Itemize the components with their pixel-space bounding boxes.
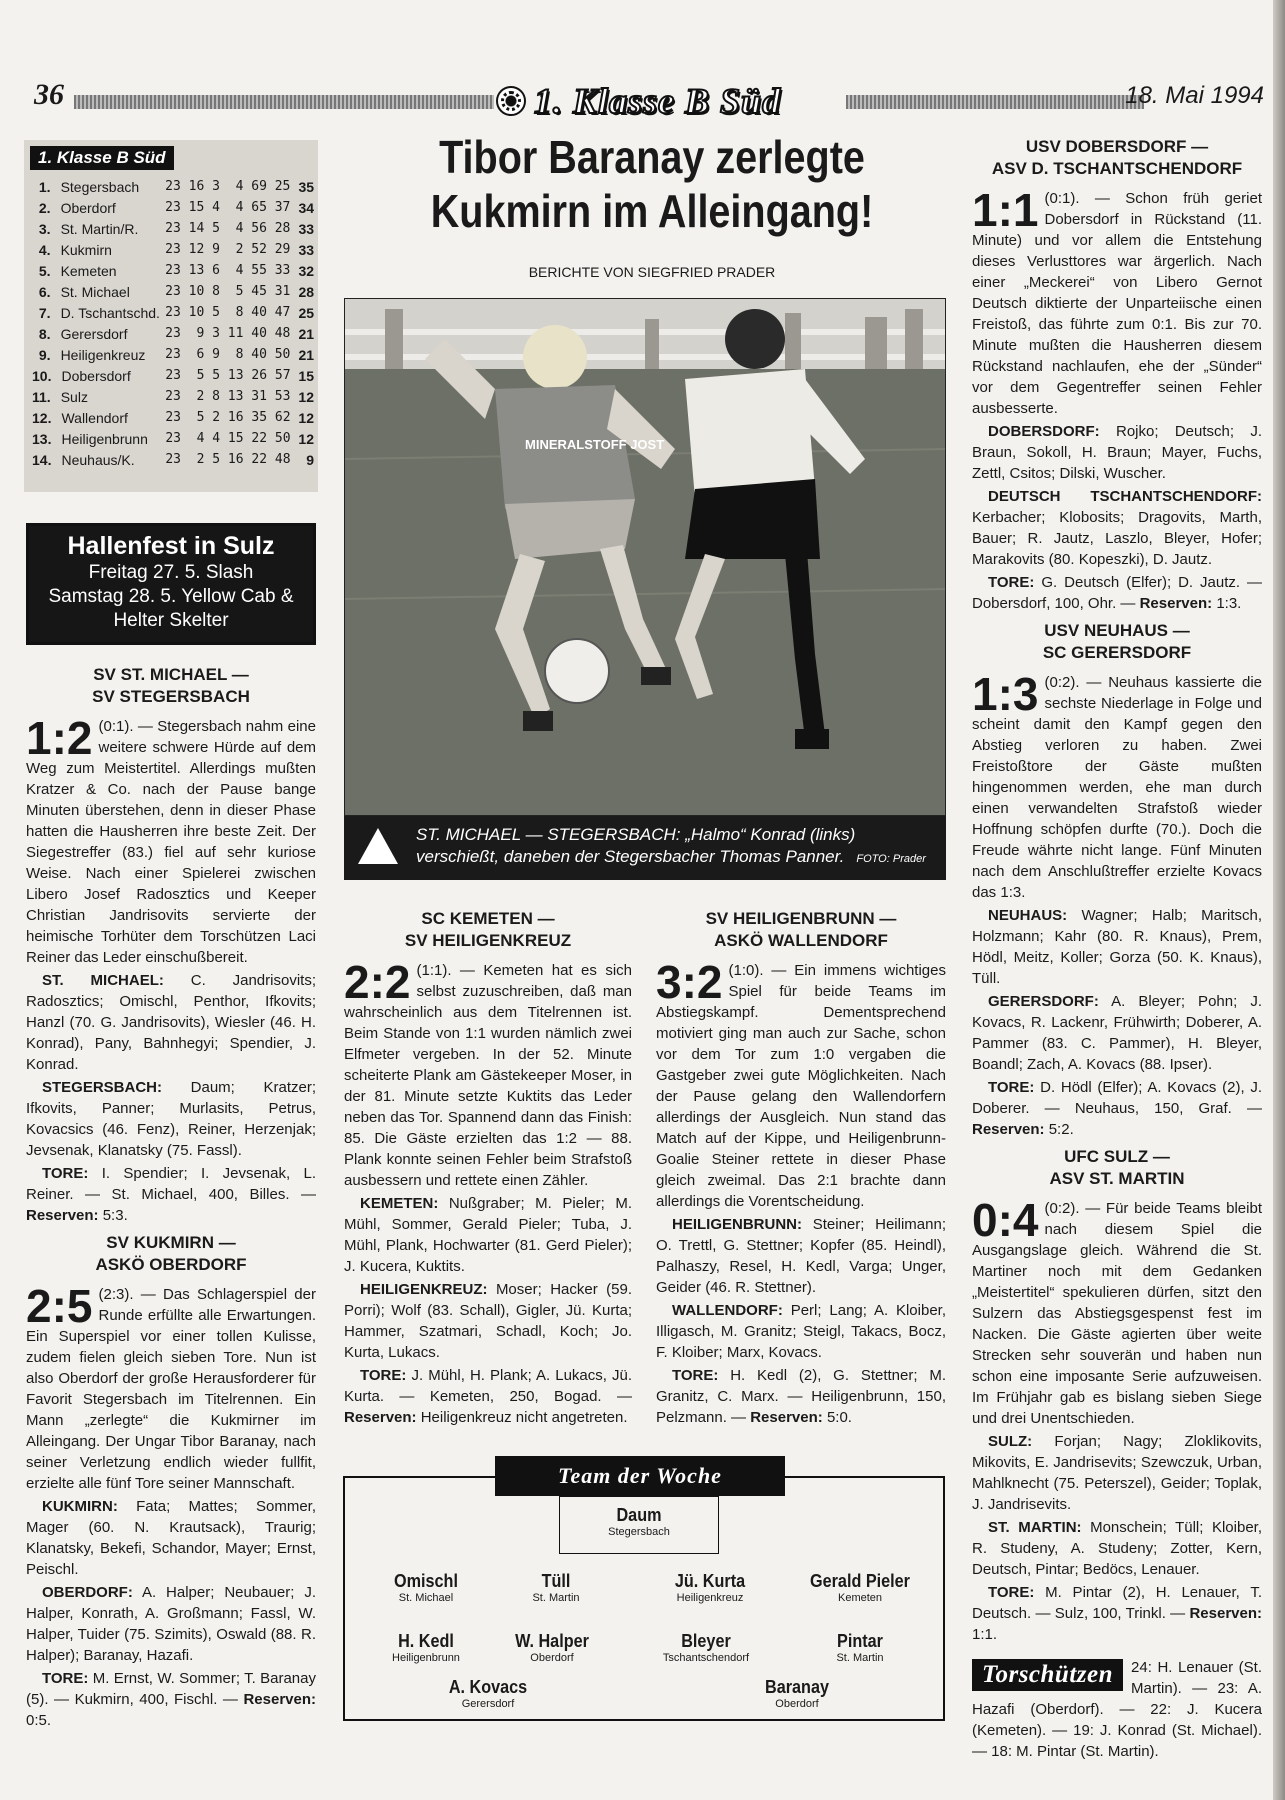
standings-team: Oberdorf (60, 199, 116, 216)
match-score: 1:3 (972, 668, 1039, 720)
header-rule-right (846, 95, 1144, 109)
lineup: HEILIGENBRUNN: Steiner; Heilimann; O. Trettl, G. Stettner; Kopfer (85. Heindl), Palhaszy, Resel, H. Kedl, Varga; Unger, Geider (46. R. Stettner). (656, 1216, 946, 1296)
tdw-player: Baranay Oberdorf (765, 1677, 829, 1710)
match-score: 1:1 (972, 184, 1039, 236)
standings-stats: 23 13 6 4 55 33 (165, 263, 291, 278)
standings-stats: 23 2 8 13 31 53 (165, 389, 291, 404)
standings-row (32, 344, 314, 365)
standings-row (32, 323, 314, 344)
goals: TORE: D. Hödl (Elfer); A. Kovacs (2), J. Doberer. — Neuhaus, 150, Graf. — Reserven: 5:2. (972, 1079, 1263, 1138)
standings-row (32, 260, 314, 281)
standings-points: 21 (298, 346, 315, 363)
standings-team: Kemeten (60, 262, 117, 279)
standings-rank: 1. (38, 178, 51, 195)
standings-rank: 12. (32, 409, 52, 426)
standings-rank: 5. (38, 262, 51, 279)
standings-table (24, 140, 318, 492)
standings-team: Heiligenkreuz (60, 346, 146, 363)
standings-team: Gerersdorf (60, 325, 128, 342)
match-title: USV DOBERSDORF — ASV D. TSCHANTSCHENDORF (991, 137, 1243, 178)
torschuetzen-text: 24: H. Lenauer (St. Martin). — 23: A. Hazafi (Oberdorf). — 22: J. Kucera (Kemeten). — 19: J. Konrad (St. Michael). — 18: M. Pintar (St. Martin). (972, 1659, 1262, 1760)
standings-rank: 4. (38, 241, 51, 258)
team-der-woche (343, 1463, 945, 1721)
goals: TORE: J. Mühl, H. Plank; A. Lukacs, Jü. Kurta. — Kemeten, 250, Bogad. — Reserven: Heiligenkreuz nicht angetreten. (344, 1367, 632, 1426)
article-byline: BERICHTE VON SIEGFRIED PRADER (528, 264, 776, 280)
torschuetzen-title: Torschützen (972, 1659, 1123, 1691)
match-title: SV KUKMIRN — ASKÖ OBERDORF (95, 1233, 247, 1274)
standings-rows (32, 176, 314, 470)
match-title: SV HEILIGENBRUNN — ASKÖ WALLENDORF (705, 909, 897, 950)
lineup: OBERDORF: A. Halper; Neubauer; J. Halper, Konrath, A. Großmann; Fassl, W. Halper, Tuider (75. Szimits), Oswald (88. R. Halper); Baranay, Hazafi. (26, 1584, 316, 1664)
standings-row (32, 218, 314, 239)
standings-points: 33 (298, 220, 315, 237)
standings-team: Neuhaus/K. (61, 451, 135, 468)
standings-row (32, 197, 314, 218)
standings-stats: 23 15 4 4 65 37 (165, 200, 291, 215)
tdw-player: Tüll St. Martin (532, 1571, 580, 1604)
article-headline: Tibor Baranay zerlegte Kukmirn im Alleingang! (430, 131, 874, 237)
match-title: UFC SULZ — ASV ST. MARTIN (1049, 1147, 1185, 1188)
goals: TORE: I. Spendier; I. Jevsenak, L. Reiner. — St. Michael, 400, Billes. — Reserven: 5:3. (26, 1165, 316, 1224)
goals: TORE: H. Kedl (2), G. Stettner; M. Granitz, C. Marx. — Heiligenbrunn, 150, Pelzmann. — Reserven: 5:0. (656, 1367, 946, 1426)
photo-caption (344, 816, 946, 880)
match-report: 0:4 (0:2). — Für beide Teams bleibt nach diesem Spiel die Ausgangslage gleich. Während die St. Martiner noch mit dem Gedanken „Meistertitel“ spekulieren dürfen, sitzt den Sulzern das Abstiegsgespenst fest im Nacken. Die Gäste agierten über weite Strecken sehr souverän und haben nun schon eine imposante Serie aufzuweisen. Im Frühjahr gab es bislang sieben Siege und drei Unentschieden. (972, 1194, 1262, 1427)
match-report: 1:3 (0:2). — Neuhaus kassierte die sechste Niederlage in Folge und scheint damit den Kampf gegen den Abstieg verloren zu haben. Zwei Freistoßtore der Gäste mußten hingenommen werden, ehe man durch einen verwandelten Strafstoß wieder Hoffnung schöpfen durfte (70.). Doch die Freude währte nicht lange. Fünf Minuten nach dem Anschlußtreffer erzielte Kovacs das 1:3. (972, 668, 1262, 901)
standings-rank: 2. (38, 199, 51, 216)
lineup: HEILIGENKREUZ: Moser; Hacker (59. Porri); Wolf (83. Schall), Gigler, Jü. Kurta; Hammer, Szatmari, Schadl, Koch; Jo. Kurta, Lukacs. (344, 1281, 632, 1361)
standings-stats: 23 6 9 8 40 50 (165, 347, 291, 362)
header-rule-left (74, 95, 494, 109)
tdw-player: W. Halper Oberdorf (515, 1631, 589, 1664)
standings-team: D. Tschantschd. (60, 304, 160, 321)
section-title-text: 1. Klasse B Süd (534, 81, 782, 121)
standings-team: Wallendorf (61, 409, 128, 426)
lineup: ST. MARTIN: Monschein; Tüll; Kloiber, R. Studeny, A. Studeny; Zotter, Kern, Deutsch, Pintar; Bedöcs, Lenauer. (972, 1519, 1262, 1578)
tdw-player: Bleyer Tschantschendorf (662, 1631, 750, 1664)
standings-stats: 23 10 5 8 40 47 (165, 305, 291, 320)
standings-stats: 23 2 5 16 22 48 (165, 452, 291, 467)
standings-points: 15 (298, 367, 314, 384)
match-report: 1:1 (0:1). — Schon früh geriet Dobersdorf in Rückstand (11. Minute) und vor allem die Entstehung dieses Verlusttores war ärgerlich. Nach einer „Meckerei“ von Libero Gernot Deutsch diktierte der Unparteiische einen Freistoß, das führte zum 0:1. Bis zur 70. Minute mußten die Hausherren diesem Rückstand nachlaufen, ehe der „Sünder“ vor dem Gegentreffer seinen Fehler ausbesserte. (972, 184, 1262, 417)
standings-row (32, 239, 314, 260)
shirt-text: MINERALSTOFF JOST (525, 437, 665, 452)
standings-points: 12 (298, 430, 314, 447)
standings-stats: 23 9 3 11 40 48 (165, 326, 291, 341)
standings-row (32, 281, 314, 302)
standings-rank: 9. (38, 346, 51, 363)
issue-date: 18. Mai 1994 (1125, 82, 1264, 109)
standings-stats: 23 10 8 5 45 31 (165, 284, 291, 299)
match-report: 1:2 (0:1). — Stegersbach nahm eine weitere schwere Hürde auf dem Weg zum Meistertitel. Allerdings mußten Kratzer & Co. nach der Pause bange Minuten überstehen, denn in dieser Phase hatten die Hausherren ihre beste Zeit. Der Siegestreffer (83.) fiel auf sehr kuriose Weise. Nach einer Spielerei zwischen Libero Josef Radosztics und Keeper Christian Jandrisovits servierte der heimische Torhüter dem Torschützen Laci Reiner das Leder einschußbereit. (26, 712, 316, 966)
ad-line: Helter Skelter (113, 610, 229, 631)
column-middle-right (656, 902, 946, 1430)
standings-rank: 7. (38, 304, 51, 321)
standings-team: Kukmirn (60, 241, 112, 258)
standings-team: St. Martin/R. (60, 220, 139, 237)
football-icon (496, 86, 526, 116)
standings-points: 34 (298, 199, 315, 216)
match-photo (344, 298, 946, 816)
lineup: DEUTSCH TSCHANTSCHENDORF: Kerbacher; Klobosits; Dragovits, Marth, Bauer; R. Jautz, Laszlo, Bleyer, Hofer; Marakovits (80. Kopeszki), D. Jautz. (972, 488, 1262, 568)
standings-points: 32 (298, 262, 315, 279)
page-spine (1273, 0, 1285, 1800)
standings-rank: 6. (38, 283, 51, 300)
lineup: GERERSDORF: A. Bleyer; Pohn; J. Kovacs, R. Lackenr, Frühwirth; Doberer, A. Pammer (83. C. Pammer), H. Bleyer, Boandl; Zach, A. Kovacs (88. Ipser). (972, 993, 1262, 1073)
standings-points: 9 (306, 451, 314, 468)
column-middle-left (344, 902, 632, 1430)
standings-team: St. Michael (60, 283, 130, 300)
standings-rank: 14. (32, 451, 52, 468)
standings-points: 28 (298, 283, 315, 300)
standings-rank: 11. (32, 388, 51, 405)
standings-points: 25 (298, 304, 315, 321)
goals: TORE: G. Deutsch (Elfer); D. Jautz. — Dobersdorf, 100, Ohr. — Reserven: 1:3. (972, 574, 1262, 612)
standings-stats: 23 5 2 16 35 62 (165, 410, 291, 425)
standings-row (32, 407, 314, 428)
page-number: 36 (34, 78, 64, 111)
ad-title: Hallenfest in Sulz (67, 532, 275, 560)
goals: TORE: M. Ernst, W. Sommer; T. Baranay (5). — Kukmirn, 400, Fischl. — Reserven: 0:5. (26, 1670, 316, 1729)
standings-stats: 23 5 5 13 26 57 (165, 368, 291, 383)
goals: TORE: M. Pintar (2), H. Lenauer, T. Deutsch. — Sulz, 100, Trinkl. — Reserven: 1:1. (972, 1584, 1263, 1643)
tdw-player: Gerald Pieler Kemeten (810, 1571, 910, 1604)
standings-team: Stegersbach (60, 178, 140, 195)
lineup: WALLENDORF: Perl; Lang; A. Kloiber, Illigasch, M. Granitz; Steigl, Takacs, Bocz, F. Kloiber; Marx, Kovacs. (656, 1302, 946, 1361)
standings-title: 1. Klasse B Süd (30, 146, 174, 170)
standings-rank: 8. (38, 325, 51, 342)
standings-row (32, 386, 314, 407)
lineup: KUKMIRN: Fata; Mattes; Sommer, Mager (60. N. Krautsack), Traurig; Klanatsky, Bekefi, Schandor, Mayer; Ernst, Peischl. (26, 1498, 316, 1578)
page-header (34, 78, 1264, 124)
match-score: 3:2 (656, 956, 723, 1008)
tdw-player: H. Kedl Heiligenbrunn (392, 1631, 460, 1664)
standings-points: 35 (298, 178, 315, 195)
standings-points: 12 (298, 388, 314, 405)
lineup: STEGERSBACH: Daum; Kratzer; Ifkovits, Panner; Murlasits, Petrus, Kovacsics (46. Fenz), Reiner, Herzenjak; Jevsenak, Klanatsky (75. Fassl). (26, 1079, 316, 1159)
photo-credit: FOTO: Prader (856, 853, 926, 865)
ad-line: Samstag 28. 5. Yellow Cab & (48, 586, 294, 607)
match-title: SC KEMETEN — SV HEILIGENKREUZ (404, 909, 572, 950)
standings-points: 33 (298, 241, 315, 258)
torschuetzen (972, 1657, 1262, 1762)
tdw-player: Daum Stegersbach (608, 1505, 670, 1538)
match-report: 2:5 (2:3). — Das Schlagerspiel der Runde erfüllte alle Erwartungen. Ein Superspiel vor einer tollen Kulisse, zudem fielen gleich sieben Tore. Nun ist also Oberdorf der große Herausforderer für Favorit Stegersbach im Titelrennen. Ein Mann „zerlegte“ die Kukmirner im Alleingang. Der Ungar Tibor Baranay, nach seiner Verletzung endlich wieder fullfit, erzielte alle fünf Tore seiner Mannschaft. (26, 1280, 316, 1492)
standings-row (32, 302, 314, 323)
standings-row (32, 365, 314, 386)
standings-stats: 23 16 3 4 69 25 (165, 179, 291, 194)
lineup: NEUHAUS: Wagner; Halb; Maritsch, Holzmann; Kahr (80. R. Knaus), Prem, Hödl, Meitz, Koller; Gorza (50. K. Knaus), Tüll. (972, 907, 1262, 987)
standings-stats: 23 12 9 2 52 29 (165, 242, 291, 257)
standings-points: 12 (298, 409, 314, 426)
tdw-player: A. Kovacs Gerersdorf (448, 1677, 528, 1710)
caption-triangle-icon (358, 828, 398, 864)
match-report: 2:2 (1:1). — Kemeten hat es sich selbst zuzuschreiben, daß man wahrscheinlich aus dem Titelrennen ist. Beim Stande von 1:1 wurden nämlich zwei Elfmeter vergeben. In der 52. Minute scheiterte Plank am Gästekeeper Moser, in der 81. Minute setzte Kuktits das Leder neben das Tor. Spannend dann das Finish: 85. Die Gäste erzielten das 1:2 — 88. Plank konnte seinen Fehler beim Strafstoß ausbessern und rettete einen Zähler. (344, 956, 632, 1189)
standings-team: Sulz (60, 388, 88, 405)
team-der-woche-title: Team der Woche (495, 1456, 785, 1496)
match-report: 3:2 (1:0). — Ein immens wichtiges Spiel für beide Teams im Abstiegskampf. Dementsprechend motiviert ging man auch zur Sache, schon vor dem Tor zum 1:0 vergaben die Gastgeber zwei gute Möglichkeiten. Nach der Pause gelang den Wallendorfern allerdings der Ausgleich. Nun stand das Match auf der Kippe, und Heiligenbrunn-Goalie Steiner rettete in dieser Phase gleich zweimal. Das 2:1 brachte dann allerdings die Vorentscheidung. (656, 956, 946, 1210)
lineup: ST. MICHAEL: C. Jandrisovits; Radosztics; Omischl, Penthor, Ifkovits; Hanzl (70. G. Jandrisovits), Wiesler (46. H. Konrad), Pany, Bahnhegyi; Spendier, J. Konrad. (26, 972, 316, 1073)
match-title: USV NEUHAUS — SC GERERSDORF (1042, 621, 1192, 662)
standings-row (32, 176, 314, 197)
caption-text: ST. MICHAEL — STEGERSBACH: „Halmo“ Konrad (links) verschießt, daneben der Stegersbacher Thomas Panner. (416, 825, 856, 866)
match-score: 2:2 (344, 956, 411, 1008)
tdw-player: Jü. Kurta Heiligenkreuz (674, 1571, 746, 1604)
standings-rank: 3. (38, 220, 51, 237)
standings-team: Heiligenbrunn (61, 430, 148, 447)
tdw-player: Pintar St. Martin (836, 1631, 884, 1664)
match-score: 1:2 (26, 712, 93, 764)
photo-illustration (345, 299, 946, 816)
standings-points: 21 (298, 325, 315, 342)
standings-row (32, 449, 314, 470)
hallenfest-ad (26, 523, 316, 645)
standings-row (32, 428, 314, 449)
column-right (972, 136, 1262, 1764)
standings-rank: 13. (32, 430, 52, 447)
tdw-player: Omischl St. Michael (394, 1571, 458, 1604)
column-left (26, 658, 316, 1733)
lineup: SULZ: Forjan; Nagy; Zloklikovits, Mikovits, E. Jandrisevits; Szewczuk, Urban, Mahlknecht (75. Peterszel), Geider; Toplak, J. Jandrisevits. (972, 1433, 1263, 1513)
standings-rank: 10. (32, 367, 52, 384)
ad-line: Freitag 27. 5. Slash (88, 562, 254, 583)
standings-stats: 23 14 5 4 56 28 (165, 221, 291, 236)
standings-stats: 23 4 4 15 22 50 (165, 431, 291, 446)
lineup: DOBERSDORF: Rojko; Deutsch; J. Braun, Sokoll, H. Braun; Mayer, Fuchs, Zettl, Csitos; Dilski, Wuscher. (972, 423, 1263, 482)
lineup: KEMETEN: Nußgraber; M. Pieler; M. Mühl, Sommer, Gerald Pieler; Tuba, J. Mühl, Plank, Hochwarter (81. Gerd Pieler); J. Kucera, Kuktits. (344, 1195, 632, 1275)
section-title (496, 78, 781, 124)
match-score: 2:5 (26, 1280, 93, 1332)
match-title: SV ST. MICHAEL — SV STEGERSBACH (92, 665, 250, 706)
standings-team: Dobersdorf (61, 367, 131, 384)
match-score: 0:4 (972, 1194, 1039, 1246)
